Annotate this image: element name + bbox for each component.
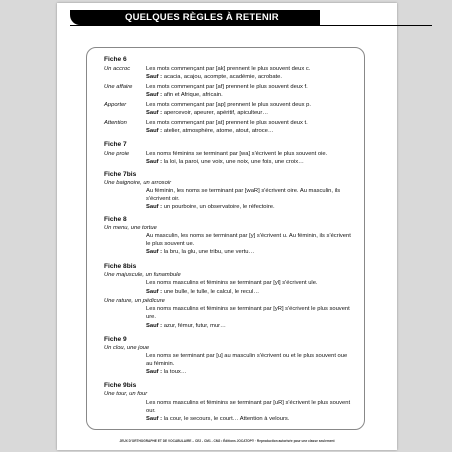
example-word: Un accroc: [104, 66, 131, 72]
exceptions-line: Sauf : azur, fémur, futur, mur…: [146, 323, 226, 329]
example-word: Une proie: [104, 151, 130, 157]
page-footer: JEUX D'ORTHOGRAPHE ET DE VOCABULAIRE – CE2 - CM1 - CM2 • Éditions JOCATOP® · Reproduction autorisée pour une classe seulement: [119, 439, 335, 443]
example-words: Une tour, un four: [104, 391, 148, 397]
example-words: Une rature, un pédicure: [104, 298, 165, 304]
rule-text: Les noms féminins se terminant par [wa] s'écrivent le plus souvent oie.: [146, 151, 328, 157]
exceptions-line: Sauf : une bulle, le tulle, le calcul, le recul…: [146, 289, 260, 295]
fiche-title: Fiche 7: [104, 141, 127, 148]
example-word: Apporter: [104, 102, 127, 108]
title-underline: [70, 25, 432, 26]
fiche-title: Fiche 7bis: [104, 171, 137, 178]
fiche-title: Fiche 6: [104, 56, 127, 63]
example-words: Un menu, une tortue: [104, 225, 157, 231]
exceptions-line: Sauf : atelier, atmosphère, atome, atout, atroce…: [146, 128, 274, 134]
example-words: Une majuscule, un funambule: [104, 272, 181, 278]
exceptions-line: Sauf : la cour, le secours, le court… Attention à velours.: [146, 416, 290, 422]
rule-text: Les mots commençant par [ak] prennent le plus souvent deux c.: [146, 66, 311, 72]
fiche-title: Fiche 8bis: [104, 263, 137, 270]
example-word: Attention: [104, 120, 127, 126]
exceptions-line: Sauf : acacia, acajou, acompte, académie, acrobate.: [146, 74, 282, 80]
fiche-title: Fiche 9bis: [104, 382, 137, 389]
exceptions-line: Sauf : la bru, la glu, une tribu, une vertu…: [146, 249, 255, 255]
page-title: QUELQUES RÈGLES À RETENIR: [125, 12, 279, 23]
fiche-title: Fiche 8: [104, 216, 127, 223]
rule-text: Les noms masculins et féminins se terminant par [yR] s'écrivent le plus souvent ure.: [146, 306, 350, 320]
rule-text: Les mots commençant par [ap] prennent le plus souvent deux p.: [146, 102, 311, 108]
fiche-title: Fiche 9: [104, 336, 127, 343]
example-word: Une affaire: [104, 84, 133, 90]
example-words: Une baignoire, un arrosoir: [104, 180, 172, 186]
page-title-bar: [70, 10, 320, 25]
exceptions-line: Sauf : un pourboire, un observatoire, le réfectoire.: [146, 204, 275, 210]
rule-text: Les noms masculins et féminins se terminant par [yl] s'écrivent ule.: [146, 280, 318, 286]
rule-text: Les noms se terminant par [u] au masculin s'écrivent ou et le plus souvent oue au féminin.: [146, 353, 348, 367]
exceptions-line: Sauf : la loi, la paroi, une voix, une noix, une fois, une croix…: [146, 159, 304, 165]
example-words: Un clou, une joue: [104, 345, 150, 351]
rule-text: Au féminin, les noms se terminant par [waR] s'écrivent oire. Au masculin, ils s'écrivent oir.: [146, 188, 341, 202]
exceptions-line: Sauf : la toux…: [146, 369, 187, 375]
rule-text: Les noms masculins et féminins se terminant par [uR] s'écrivent le plus souvent our.: [146, 400, 351, 414]
exceptions-line: Sauf : afin et Afrique, africain.: [146, 92, 223, 98]
exceptions-line: Sauf : apercevoir, apeurer, apéritif, apiculteur…: [146, 110, 269, 116]
rule-text: Au masculin, les noms se terminant par [y] s'écrivent u. Au féminin, ils s'écrivent le plus souvent ue.: [146, 233, 351, 247]
rule-text: Les mots commençant par [af] prennent le plus souvent deux f.: [146, 84, 308, 90]
rule-text: Les mots commençant par [at] prennent le plus souvent deux t.: [146, 120, 308, 126]
